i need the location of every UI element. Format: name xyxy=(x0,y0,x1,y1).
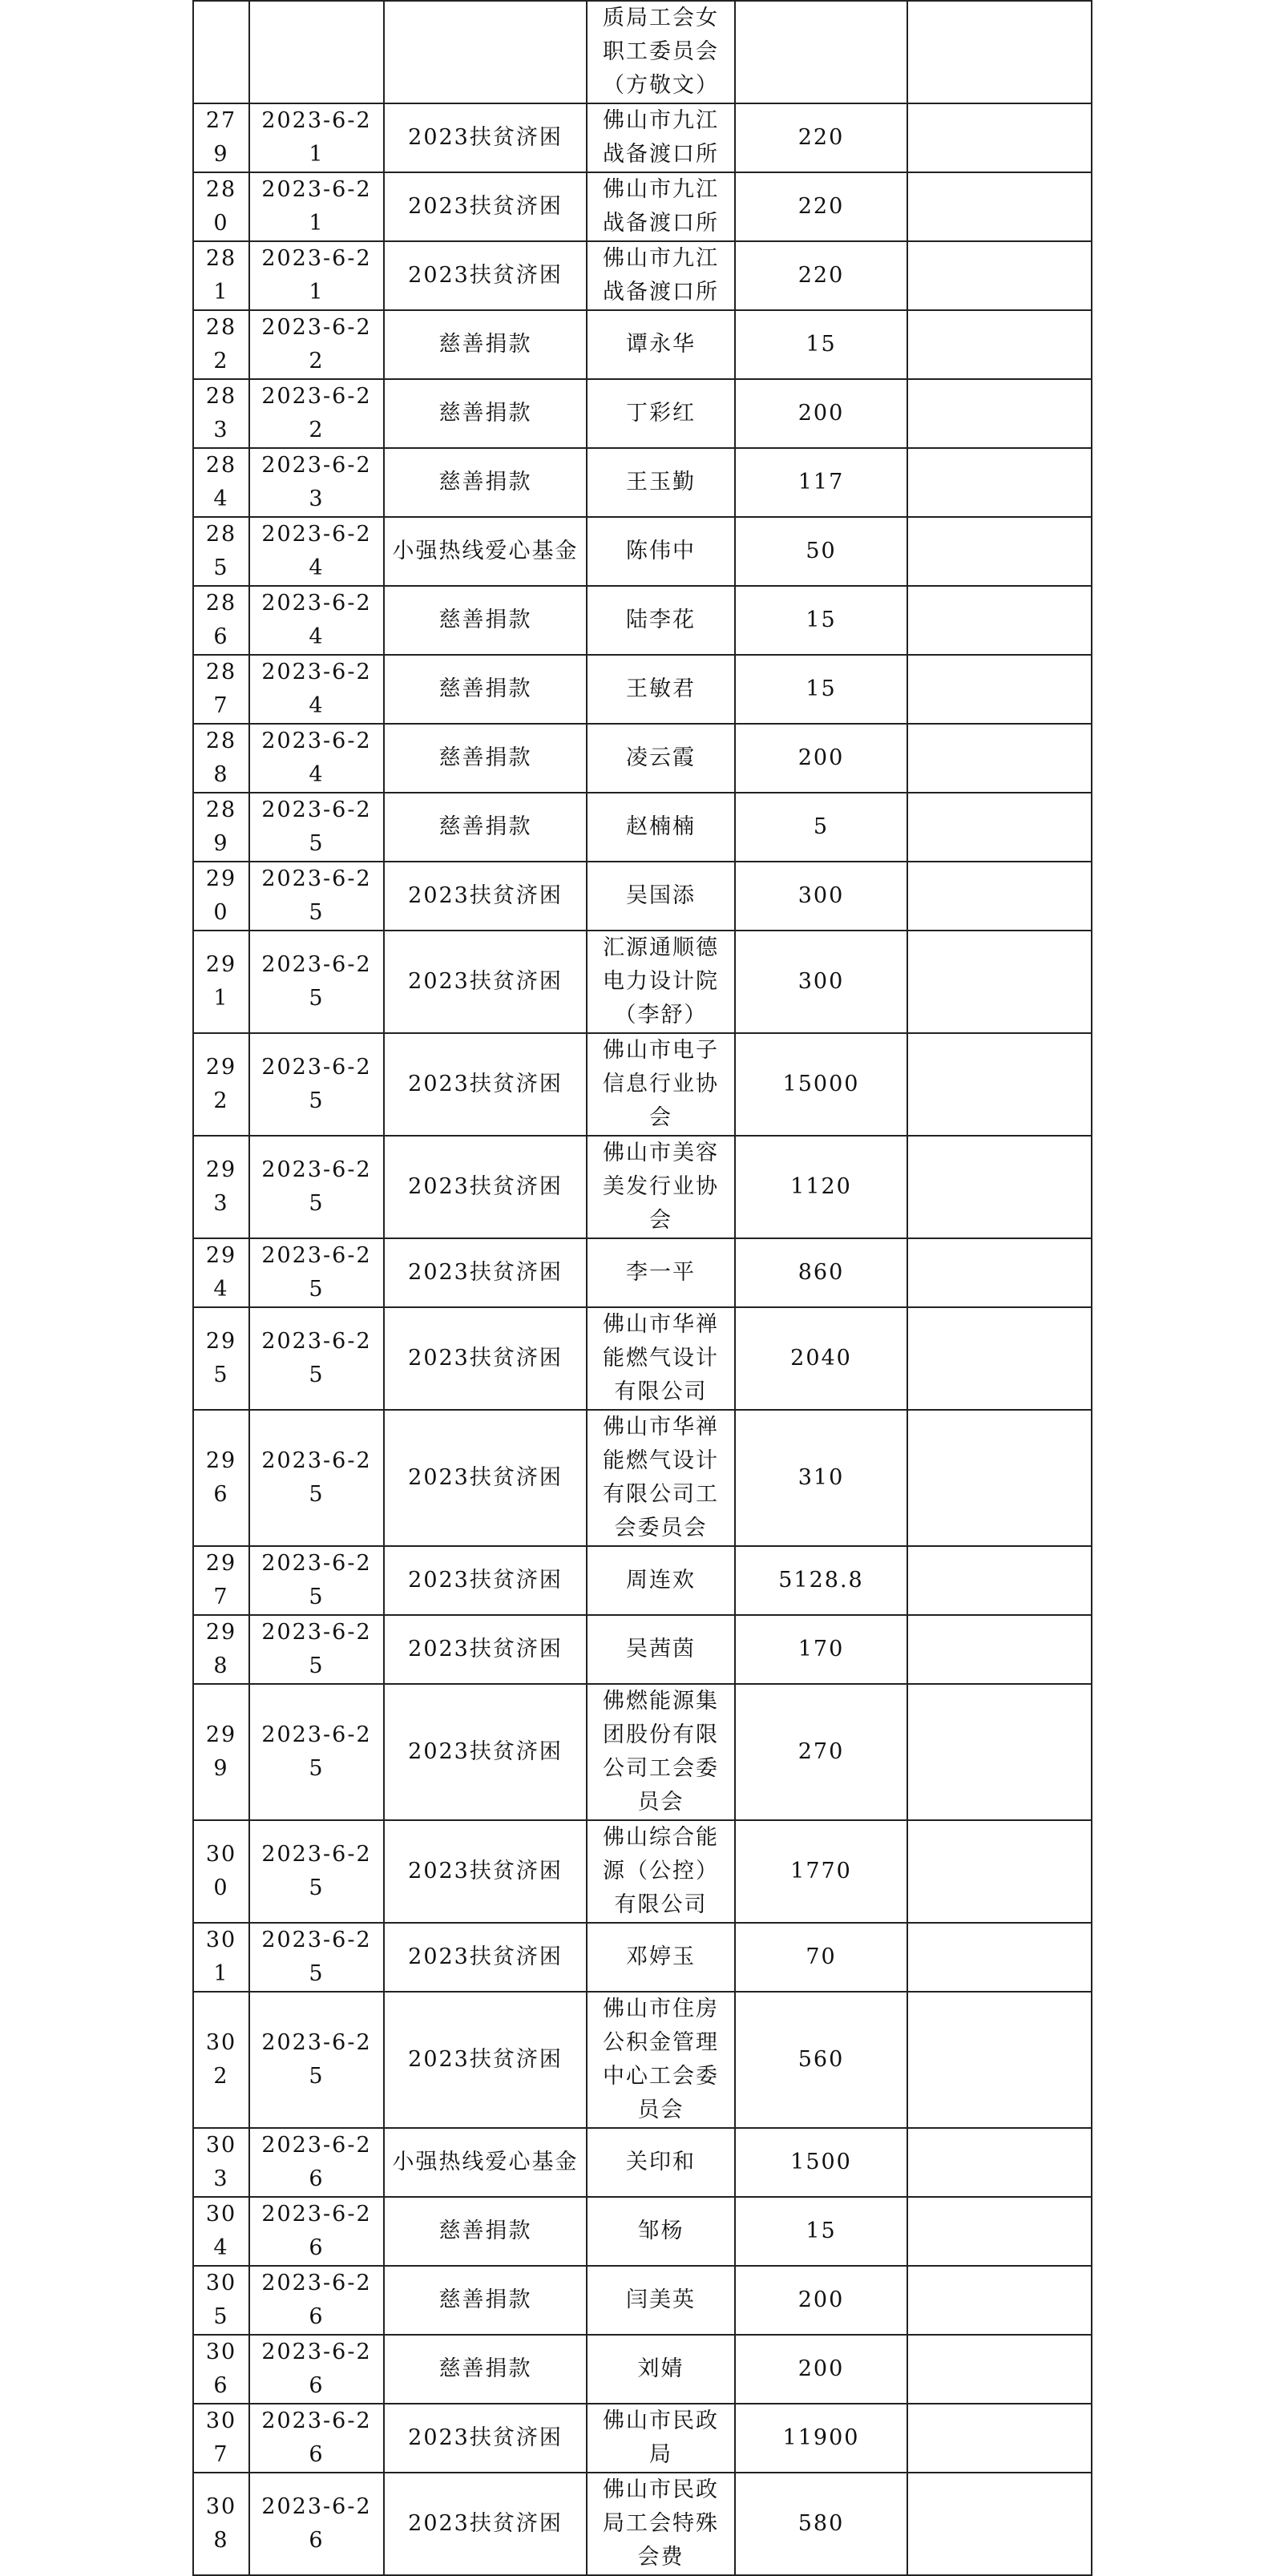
donor-cell: 赵楠楠 xyxy=(587,793,735,862)
table-row xyxy=(193,2335,1092,2404)
date-cell: 2023-6-25 xyxy=(249,1136,384,1238)
date-cell: 2023-6-25 xyxy=(249,1615,384,1684)
donor-cell: 王敏君 xyxy=(587,655,735,724)
row-number-cell: 279 xyxy=(193,103,249,172)
amount-cell: 200 xyxy=(735,2266,907,2335)
row-number-cell: 287 xyxy=(193,655,249,724)
donor-cell: 佛山市住房公积金管理中心工会委员会 xyxy=(587,1992,735,2128)
donor-cell: 周连欢 xyxy=(587,1546,735,1615)
date-cell: 2023-6-24 xyxy=(249,517,384,586)
table-row xyxy=(193,793,1092,862)
date-cell: 2023-6-21 xyxy=(249,241,384,310)
project-cell: 2023扶贫济困 xyxy=(384,1923,587,1992)
project-cell: 慈善捐款 xyxy=(384,655,587,724)
table-row xyxy=(193,862,1092,931)
note-cell xyxy=(907,655,1092,724)
donor-cell: 佛燃能源集团股份有限公司工会委员会 xyxy=(587,1684,735,1820)
date-cell: 2023-6-25 xyxy=(249,1546,384,1615)
project-cell: 2023扶贫济困 xyxy=(384,1033,587,1136)
amount-cell: 200 xyxy=(735,2335,907,2404)
donor-cell: 佛山市九江战备渡口所 xyxy=(587,241,735,310)
date-cell xyxy=(249,1,384,103)
donation-table-body xyxy=(193,1,1092,2575)
table-row xyxy=(193,1033,1092,1136)
amount-cell: 11900 xyxy=(735,2404,907,2473)
note-cell xyxy=(907,793,1092,862)
note-cell xyxy=(907,103,1092,172)
donor-cell: 陆李花 xyxy=(587,586,735,655)
amount-cell: 1120 xyxy=(735,1136,907,1238)
amount-cell: 1500 xyxy=(735,2128,907,2197)
project-cell: 慈善捐款 xyxy=(384,2266,587,2335)
note-cell xyxy=(907,931,1092,1033)
row-number-cell: 299 xyxy=(193,1684,249,1820)
donor-cell: 陈伟中 xyxy=(587,517,735,586)
table-row xyxy=(193,2266,1092,2335)
project-cell: 2023扶贫济困 xyxy=(384,862,587,931)
date-cell: 2023-6-23 xyxy=(249,448,384,517)
donor-cell: 丁彩红 xyxy=(587,379,735,448)
table-row xyxy=(193,1992,1092,2128)
date-cell: 2023-6-21 xyxy=(249,172,384,241)
donor-cell: 佛山市九江战备渡口所 xyxy=(587,103,735,172)
donor-cell: 佛山市民政局工会特殊会费 xyxy=(587,2473,735,2575)
table-row xyxy=(193,1615,1092,1684)
row-number-cell: 293 xyxy=(193,1136,249,1238)
date-cell: 2023-6-25 xyxy=(249,1684,384,1820)
table-row xyxy=(193,2197,1092,2266)
amount-cell: 200 xyxy=(735,724,907,793)
row-number-cell: 302 xyxy=(193,1992,249,2128)
note-cell xyxy=(907,2404,1092,2473)
amount-cell: 300 xyxy=(735,862,907,931)
project-cell: 慈善捐款 xyxy=(384,793,587,862)
note-cell xyxy=(907,379,1092,448)
project-cell: 2023扶贫济困 xyxy=(384,1307,587,1410)
row-number-cell: 295 xyxy=(193,1307,249,1410)
note-cell xyxy=(907,1238,1092,1307)
amount-cell: 860 xyxy=(735,1238,907,1307)
amount-cell: 560 xyxy=(735,1992,907,2128)
date-cell: 2023-6-26 xyxy=(249,2128,384,2197)
row-number-cell: 288 xyxy=(193,724,249,793)
donation-table xyxy=(192,0,1092,2576)
project-cell: 2023扶贫济困 xyxy=(384,1410,587,1546)
row-number-cell: 280 xyxy=(193,172,249,241)
note-cell xyxy=(907,1923,1092,1992)
amount-cell: 220 xyxy=(735,241,907,310)
table-row xyxy=(193,517,1092,586)
table-row xyxy=(193,241,1092,310)
project-cell xyxy=(384,1,587,103)
amount-cell: 15 xyxy=(735,586,907,655)
donor-cell: 佛山综合能源（公控）有限公司 xyxy=(587,1820,735,1923)
donor-cell: 凌云霞 xyxy=(587,724,735,793)
donor-cell: 佛山市美容美发行业协会 xyxy=(587,1136,735,1238)
note-cell xyxy=(907,1992,1092,2128)
amount-cell: 2040 xyxy=(735,1307,907,1410)
row-number-cell: 308 xyxy=(193,2473,249,2575)
row-number-cell: 284 xyxy=(193,448,249,517)
table-row xyxy=(193,1410,1092,1546)
row-number-cell: 294 xyxy=(193,1238,249,1307)
note-cell xyxy=(907,1615,1092,1684)
amount-cell: 15 xyxy=(735,2197,907,2266)
table-row xyxy=(193,655,1092,724)
row-number-cell: 285 xyxy=(193,517,249,586)
project-cell: 2023扶贫济困 xyxy=(384,1820,587,1923)
note-cell xyxy=(907,1546,1092,1615)
date-cell: 2023-6-25 xyxy=(249,1307,384,1410)
row-number-cell: 305 xyxy=(193,2266,249,2335)
table-row xyxy=(193,2128,1092,2197)
note-cell xyxy=(907,1307,1092,1410)
note-cell xyxy=(907,310,1092,379)
project-cell: 2023扶贫济困 xyxy=(384,2473,587,2575)
project-cell: 2023扶贫济困 xyxy=(384,931,587,1033)
amount-cell: 220 xyxy=(735,172,907,241)
donor-cell: 李一平 xyxy=(587,1238,735,1307)
note-cell xyxy=(907,2128,1092,2197)
donor-cell: 刘婧 xyxy=(587,2335,735,2404)
row-number-cell xyxy=(193,1,249,103)
amount-cell: 5128.8 xyxy=(735,1546,907,1615)
row-number-cell: 304 xyxy=(193,2197,249,2266)
date-cell: 2023-6-26 xyxy=(249,2266,384,2335)
amount-cell xyxy=(735,1,907,103)
project-cell: 2023扶贫济困 xyxy=(384,241,587,310)
project-cell: 2023扶贫济困 xyxy=(384,1136,587,1238)
table-row xyxy=(193,310,1092,379)
date-cell: 2023-6-25 xyxy=(249,1992,384,2128)
row-number-cell: 289 xyxy=(193,793,249,862)
project-cell: 2023扶贫济困 xyxy=(384,1992,587,2128)
donor-cell: 闫美英 xyxy=(587,2266,735,2335)
date-cell: 2023-6-24 xyxy=(249,655,384,724)
table-row xyxy=(193,2404,1092,2473)
note-cell xyxy=(907,2473,1092,2575)
date-cell: 2023-6-25 xyxy=(249,793,384,862)
project-cell: 慈善捐款 xyxy=(384,448,587,517)
donor-cell: 汇源通顺德电力设计院（李舒） xyxy=(587,931,735,1033)
project-cell: 2023扶贫济困 xyxy=(384,1546,587,1615)
table-row xyxy=(193,1923,1092,1992)
donor-cell: 邓婷玉 xyxy=(587,1923,735,1992)
row-number-cell: 303 xyxy=(193,2128,249,2197)
note-cell xyxy=(907,724,1092,793)
donor-cell: 谭永华 xyxy=(587,310,735,379)
row-number-cell: 296 xyxy=(193,1410,249,1546)
note-cell xyxy=(907,2197,1092,2266)
project-cell: 2023扶贫济困 xyxy=(384,172,587,241)
date-cell: 2023-6-21 xyxy=(249,103,384,172)
amount-cell: 300 xyxy=(735,931,907,1033)
donor-cell: 吴茜茵 xyxy=(587,1615,735,1684)
table-row xyxy=(193,379,1092,448)
row-number-cell: 282 xyxy=(193,310,249,379)
amount-cell: 70 xyxy=(735,1923,907,1992)
project-cell: 2023扶贫济困 xyxy=(384,103,587,172)
project-cell: 2023扶贫济困 xyxy=(384,2404,587,2473)
amount-cell: 50 xyxy=(735,517,907,586)
amount-cell: 5 xyxy=(735,793,907,862)
note-cell xyxy=(907,1410,1092,1546)
note-cell xyxy=(907,2266,1092,2335)
date-cell: 2023-6-25 xyxy=(249,1238,384,1307)
project-cell: 慈善捐款 xyxy=(384,724,587,793)
donor-cell: 邹杨 xyxy=(587,2197,735,2266)
donor-cell: 佛山市民政局 xyxy=(587,2404,735,2473)
note-cell xyxy=(907,586,1092,655)
project-cell: 慈善捐款 xyxy=(384,2197,587,2266)
date-cell: 2023-6-22 xyxy=(249,310,384,379)
note-cell xyxy=(907,1136,1092,1238)
row-number-cell: 292 xyxy=(193,1033,249,1136)
donor-cell: 质局工会女职工委员会（方敬文） xyxy=(587,1,735,103)
project-cell: 2023扶贫济困 xyxy=(384,1238,587,1307)
note-cell xyxy=(907,1820,1092,1923)
amount-cell: 270 xyxy=(735,1684,907,1820)
project-cell: 2023扶贫济困 xyxy=(384,1684,587,1820)
note-cell xyxy=(907,1,1092,103)
amount-cell: 170 xyxy=(735,1615,907,1684)
date-cell: 2023-6-25 xyxy=(249,1410,384,1546)
donor-cell: 佛山市华禅能燃气设计有限公司工会委员会 xyxy=(587,1410,735,1546)
table-row xyxy=(193,1820,1092,1923)
row-number-cell: 286 xyxy=(193,586,249,655)
project-cell: 小强热线爱心基金 xyxy=(384,2128,587,2197)
note-cell xyxy=(907,1684,1092,1820)
project-cell: 慈善捐款 xyxy=(384,2335,587,2404)
table-row xyxy=(193,1307,1092,1410)
date-cell: 2023-6-24 xyxy=(249,586,384,655)
row-number-cell: 301 xyxy=(193,1923,249,1992)
date-cell: 2023-6-25 xyxy=(249,862,384,931)
date-cell: 2023-6-26 xyxy=(249,2197,384,2266)
amount-cell: 200 xyxy=(735,379,907,448)
note-cell xyxy=(907,862,1092,931)
donor-cell: 关印和 xyxy=(587,2128,735,2197)
row-number-cell: 300 xyxy=(193,1820,249,1923)
amount-cell: 15 xyxy=(735,655,907,724)
donor-cell: 佛山市华禅能燃气设计有限公司 xyxy=(587,1307,735,1410)
amount-cell: 1770 xyxy=(735,1820,907,1923)
date-cell: 2023-6-26 xyxy=(249,2473,384,2575)
row-number-cell: 281 xyxy=(193,241,249,310)
amount-cell: 220 xyxy=(735,103,907,172)
amount-cell: 15 xyxy=(735,310,907,379)
date-cell: 2023-6-25 xyxy=(249,1820,384,1923)
note-cell xyxy=(907,1033,1092,1136)
table-row xyxy=(193,1136,1092,1238)
amount-cell: 117 xyxy=(735,448,907,517)
row-number-cell: 298 xyxy=(193,1615,249,1684)
donor-cell: 佛山市九江战备渡口所 xyxy=(587,172,735,241)
table-row xyxy=(193,1546,1092,1615)
note-cell xyxy=(907,2335,1092,2404)
project-cell: 2023扶贫济困 xyxy=(384,1615,587,1684)
project-cell: 慈善捐款 xyxy=(384,379,587,448)
table-row xyxy=(193,448,1092,517)
amount-cell: 310 xyxy=(735,1410,907,1546)
donor-cell: 佛山市电子信息行业协会 xyxy=(587,1033,735,1136)
row-number-cell: 297 xyxy=(193,1546,249,1615)
note-cell xyxy=(907,172,1092,241)
project-cell: 小强热线爱心基金 xyxy=(384,517,587,586)
date-cell: 2023-6-25 xyxy=(249,931,384,1033)
table-row xyxy=(193,586,1092,655)
table-row xyxy=(193,172,1092,241)
row-number-cell: 283 xyxy=(193,379,249,448)
date-cell: 2023-6-25 xyxy=(249,1923,384,1992)
project-cell: 慈善捐款 xyxy=(384,586,587,655)
table-row xyxy=(193,931,1092,1033)
amount-cell: 15000 xyxy=(735,1033,907,1136)
table-row xyxy=(193,103,1092,172)
note-cell xyxy=(907,517,1092,586)
row-number-cell: 307 xyxy=(193,2404,249,2473)
note-cell xyxy=(907,448,1092,517)
table-row xyxy=(193,724,1092,793)
date-cell: 2023-6-25 xyxy=(249,1033,384,1136)
table-row xyxy=(193,1,1092,103)
table-row xyxy=(193,1684,1092,1820)
donor-cell: 吴国添 xyxy=(587,862,735,931)
date-cell: 2023-6-26 xyxy=(249,2404,384,2473)
project-cell: 慈善捐款 xyxy=(384,310,587,379)
row-number-cell: 290 xyxy=(193,862,249,931)
date-cell: 2023-6-26 xyxy=(249,2335,384,2404)
note-cell xyxy=(907,241,1092,310)
amount-cell: 580 xyxy=(735,2473,907,2575)
donor-cell: 王玉勤 xyxy=(587,448,735,517)
table-row xyxy=(193,2473,1092,2575)
row-number-cell: 291 xyxy=(193,931,249,1033)
table-row xyxy=(193,1238,1092,1307)
row-number-cell: 306 xyxy=(193,2335,249,2404)
date-cell: 2023-6-24 xyxy=(249,724,384,793)
date-cell: 2023-6-22 xyxy=(249,379,384,448)
